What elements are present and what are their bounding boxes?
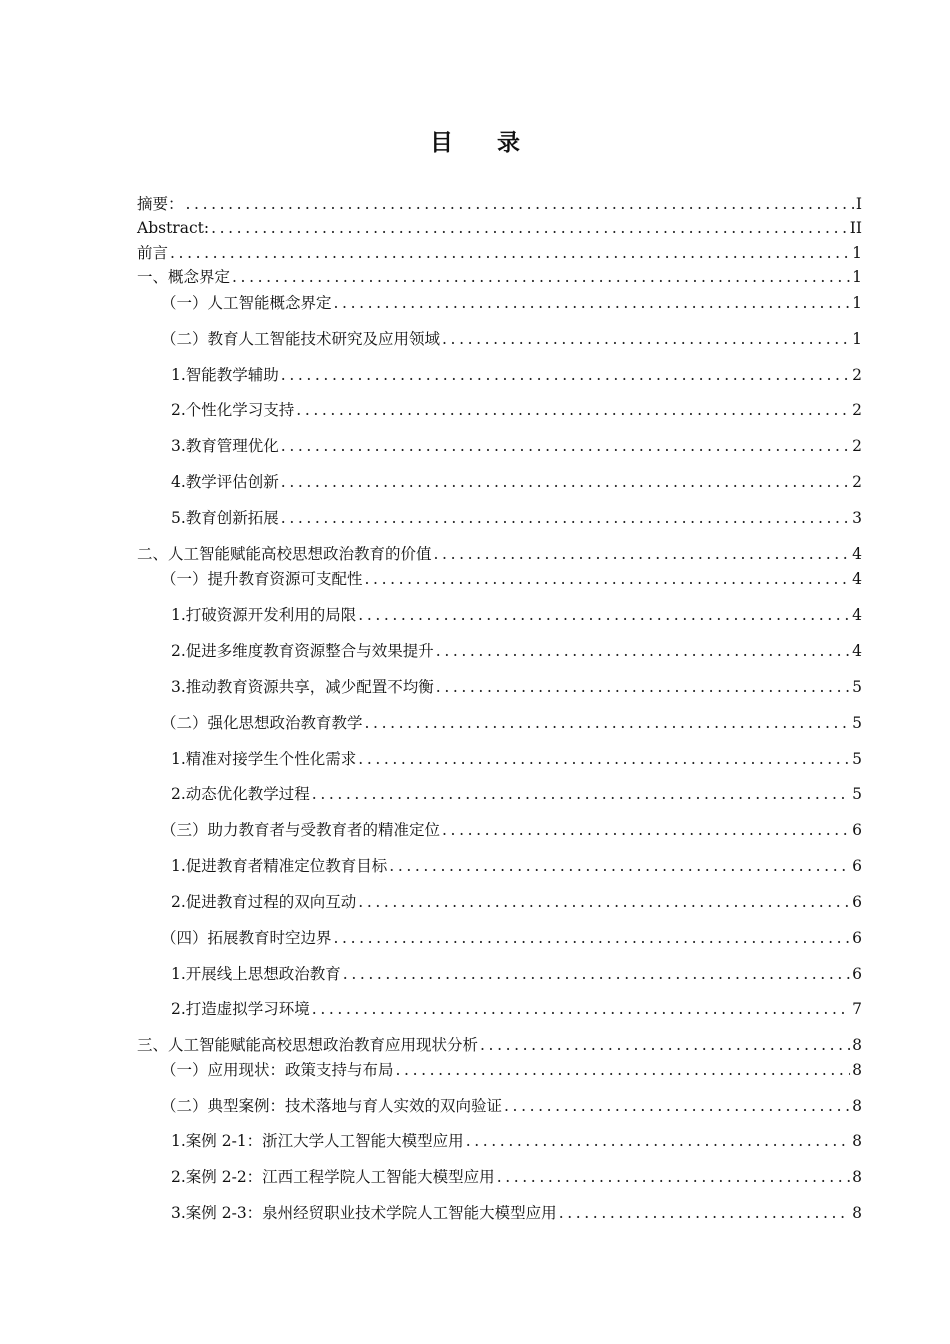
toc-entry-text: 3.教育管理优化 bbox=[171, 437, 279, 455]
toc-entry bbox=[171, 676, 862, 698]
toc-dot-leader bbox=[358, 891, 850, 913]
toc-dot-leader bbox=[211, 217, 848, 239]
toc-dot-leader bbox=[296, 399, 850, 421]
toc-entry bbox=[161, 712, 862, 734]
toc-page-number: 8 bbox=[852, 1061, 862, 1079]
toc-dot-leader bbox=[497, 1166, 850, 1188]
toc-page-number: 8 bbox=[852, 1168, 862, 1186]
toc-entry-text: 2.促进多维度教育资源整合与效果提升 bbox=[171, 642, 434, 660]
toc-page-number: 1 bbox=[852, 294, 862, 312]
toc-entry bbox=[171, 748, 862, 770]
toc-dot-leader bbox=[504, 1095, 850, 1117]
toc-entry bbox=[137, 543, 862, 565]
toc-page-number: 1 bbox=[852, 244, 862, 262]
toc-page-number: 2 bbox=[852, 437, 862, 455]
toc-page-number: 4 bbox=[852, 570, 862, 588]
toc-page-number: 4 bbox=[852, 642, 862, 660]
toc-entry bbox=[161, 927, 862, 949]
toc-entry-text: 2.动态优化教学过程 bbox=[171, 785, 310, 803]
toc-entry bbox=[161, 328, 862, 350]
toc-dot-leader bbox=[396, 1059, 851, 1081]
toc-dot-leader bbox=[436, 640, 850, 662]
toc-page-number: 1 bbox=[852, 330, 862, 348]
toc-dot-leader bbox=[334, 927, 851, 949]
toc-entry-text: 1.打破资源开发利用的局限 bbox=[171, 606, 357, 624]
toc-entry-text: 4.教学评估创新 bbox=[171, 473, 279, 491]
toc-page-number: 2 bbox=[852, 366, 862, 384]
toc-entry bbox=[171, 604, 862, 626]
toc-entry-text: （二）教育人工智能技术研究及应用领域 bbox=[161, 330, 441, 348]
toc-entry-text: 摘要： bbox=[137, 195, 184, 213]
toc-entry bbox=[137, 266, 862, 288]
toc-page-number: 2 bbox=[852, 401, 862, 419]
toc-entry-text: 一、概念界定 bbox=[137, 268, 231, 286]
toc-entry bbox=[161, 292, 862, 314]
toc-dot-leader bbox=[170, 242, 850, 264]
toc-page-number: 8 bbox=[852, 1036, 862, 1054]
toc-dot-leader bbox=[365, 568, 851, 590]
toc-entry bbox=[171, 435, 862, 457]
toc-entry bbox=[161, 1095, 862, 1117]
toc-page-number: 5 bbox=[852, 785, 862, 803]
toc-dot-leader bbox=[436, 676, 850, 698]
toc-entry-text: 二、人工智能赋能高校思想政治教育的价值 bbox=[137, 545, 432, 563]
toc-entry-text: 2.促进教育过程的双向互动 bbox=[171, 893, 357, 911]
toc-entry-text: 三、人工智能赋能高校思想政治教育应用现状分析 bbox=[137, 1036, 479, 1054]
toc-page-number: 5 bbox=[852, 750, 862, 768]
toc-entry bbox=[171, 1166, 862, 1188]
toc-page-number: 7 bbox=[852, 1000, 862, 1018]
toc-page-number: 6 bbox=[852, 929, 862, 947]
toc-entry-text: 1.开展线上思想政治教育 bbox=[171, 965, 341, 983]
toc-page-number: 4 bbox=[852, 606, 862, 624]
toc-entry-text: 5.教育创新拓展 bbox=[171, 509, 279, 527]
toc-page-number: 6 bbox=[852, 893, 862, 911]
toc-dot-leader bbox=[442, 819, 850, 841]
toc-dot-leader bbox=[559, 1202, 850, 1224]
toc-entry-text: 3.案例 2-3：泉州经贸职业技术学院人工智能大模型应用 bbox=[171, 1204, 557, 1222]
toc-entry-text: 1.促进教育者精准定位教育目标 bbox=[171, 857, 388, 875]
toc-dot-leader bbox=[389, 855, 850, 877]
toc-entry bbox=[137, 217, 862, 239]
toc-title: 目 录 bbox=[429, 130, 538, 156]
toc-entry-text: （一）提升教育资源可支配性 bbox=[161, 570, 363, 588]
toc-entry bbox=[171, 998, 862, 1020]
toc-entry bbox=[137, 1034, 862, 1056]
toc-page-number: 1 bbox=[852, 268, 862, 286]
toc-page-number: 8 bbox=[852, 1132, 862, 1150]
toc-entry bbox=[171, 891, 862, 913]
toc-entry-text: 1.案例 2-1：浙江大学人工智能大模型应用 bbox=[171, 1132, 464, 1150]
toc-dot-leader bbox=[434, 543, 851, 565]
toc-dot-leader bbox=[232, 266, 850, 288]
toc-entry-text: 2.打造虚拟学习环境 bbox=[171, 1000, 310, 1018]
toc-entry bbox=[171, 1130, 862, 1152]
toc-dot-leader bbox=[466, 1130, 850, 1152]
toc-page-number: 2 bbox=[852, 473, 862, 491]
toc-entry bbox=[161, 568, 862, 590]
toc-page-number: 6 bbox=[852, 821, 862, 839]
toc-entry bbox=[161, 819, 862, 841]
toc-entry-text: （一）人工智能概念界定 bbox=[161, 294, 332, 312]
toc-page-number: 4 bbox=[852, 545, 862, 563]
toc-dot-leader bbox=[334, 292, 851, 314]
toc-entry bbox=[137, 193, 862, 215]
toc-dot-leader bbox=[281, 471, 850, 493]
toc-entry bbox=[137, 242, 862, 264]
toc-entry bbox=[171, 963, 862, 985]
toc-entry bbox=[171, 1202, 862, 1224]
toc-entry-text: 2.案例 2-2：江西工程学院人工智能大模型应用 bbox=[171, 1168, 495, 1186]
toc-page-number: II bbox=[849, 219, 862, 237]
toc-dot-leader bbox=[365, 712, 851, 734]
toc-dot-leader bbox=[358, 604, 850, 626]
toc-entry bbox=[171, 399, 862, 421]
toc-page-number: 6 bbox=[852, 965, 862, 983]
toc-page-number: 3 bbox=[852, 509, 862, 527]
toc-entry-text: （二）强化思想政治教育教学 bbox=[161, 714, 363, 732]
toc-entry bbox=[171, 471, 862, 493]
toc-page-number: 6 bbox=[852, 857, 862, 875]
toc-entry-text: 前言 bbox=[137, 244, 169, 262]
toc-dot-leader bbox=[442, 328, 850, 350]
toc-dot-leader bbox=[186, 193, 854, 215]
toc-entry-text: （四）拓展教育时空边界 bbox=[161, 929, 332, 947]
toc-dot-leader bbox=[358, 748, 850, 770]
toc-dot-leader bbox=[281, 364, 850, 386]
toc-entry bbox=[171, 783, 862, 805]
toc-entry bbox=[161, 1059, 862, 1081]
toc-dot-leader bbox=[281, 435, 850, 457]
toc-entry-text: 1.精准对接学生个性化需求 bbox=[171, 750, 357, 768]
toc-entry-text: （三）助力教育者与受教育者的精准定位 bbox=[161, 821, 441, 839]
toc-entry-text: 1.智能教学辅助 bbox=[171, 366, 279, 384]
toc-entry-text: （二）典型案例：技术落地与育人实效的双向验证 bbox=[161, 1097, 503, 1115]
toc-page-number: 5 bbox=[852, 678, 862, 696]
toc-page-number: 8 bbox=[852, 1097, 862, 1115]
toc-dot-leader bbox=[312, 783, 850, 805]
toc-page-number: 5 bbox=[852, 714, 862, 732]
toc-entry bbox=[171, 855, 862, 877]
toc-entry-text: 3.推动教育资源共享，减少配置不均衡 bbox=[171, 678, 434, 696]
toc-entry bbox=[171, 507, 862, 529]
toc-entry bbox=[171, 640, 862, 662]
toc-dot-leader bbox=[312, 998, 850, 1020]
toc-entry bbox=[171, 364, 862, 386]
toc-entry-text: Abstract: bbox=[137, 219, 210, 237]
toc-dot-leader bbox=[343, 963, 850, 985]
toc-entry-text: 2.个性化学习支持 bbox=[171, 401, 295, 419]
toc-dot-leader bbox=[480, 1034, 850, 1056]
toc-dot-leader bbox=[281, 507, 850, 529]
toc-entry-text: （一）应用现状：政策支持与布局 bbox=[161, 1061, 394, 1079]
toc-page-number: 8 bbox=[852, 1204, 862, 1222]
toc-page-number: I bbox=[855, 195, 862, 213]
